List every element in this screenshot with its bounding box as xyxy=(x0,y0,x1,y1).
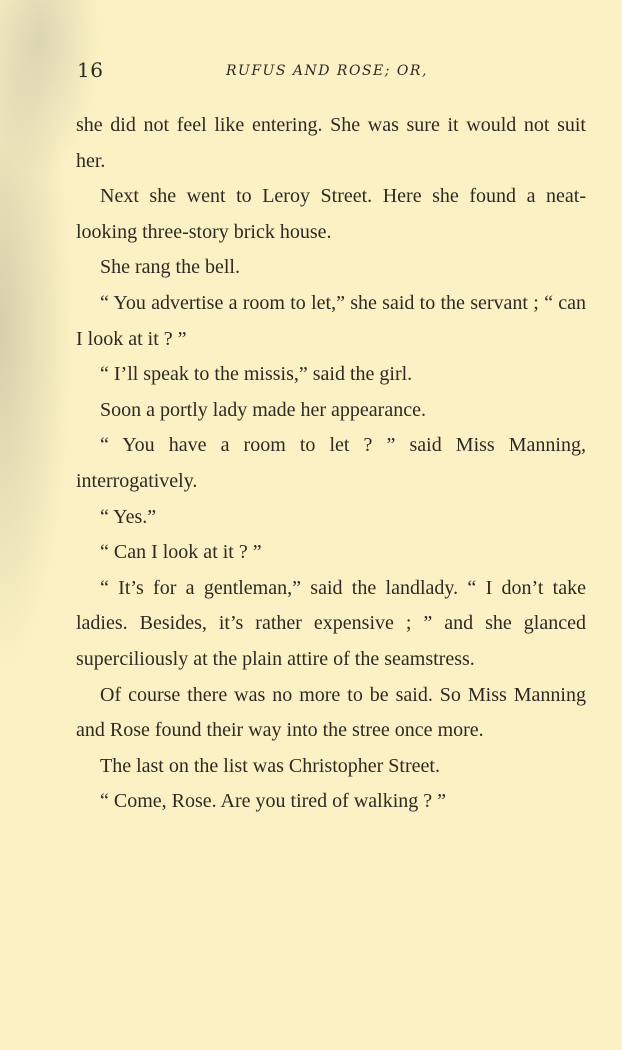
paragraph: “ Come, Rose. Are you tired of walking ? ” xyxy=(100,790,447,813)
paragraph: “ I’ll speak to the missis,” said the girl. xyxy=(100,363,413,386)
page-number: 16 xyxy=(77,58,104,82)
paragraph: “ Can I look at it ? ” xyxy=(100,541,262,564)
paragraph: “ You have a room to let ? ” said Miss Manning, interrogatively. xyxy=(76,434,586,492)
paragraph: Of course there was no more to be said. So Miss Manning and Rose found their way into the stree once more. xyxy=(76,683,586,742)
paragraph: Soon a portly lady made her appearance. xyxy=(100,398,426,421)
body-text xyxy=(76,108,586,820)
paragraph: She rang the bell. xyxy=(100,256,240,279)
paragraph: “ You advertise a room to let,” she said to the servant ; “ can I look at it ? ” xyxy=(76,291,586,350)
paragraph: Next she went to Leroy Street. Here she found a neat-looking three-story brick house. xyxy=(76,185,586,243)
running-title: RUFUS AND ROSE; OR, xyxy=(226,63,428,79)
paragraph: she did not feel like entering. She was sure it would not suit her. xyxy=(76,114,586,172)
paragraph: “ It’s for a gentleman,” said the landlady. “ I don’t take ladies. Besides, it’s rather expensive ; ” and she glanced superciliously at the plain attire of the seamstress. xyxy=(76,576,586,670)
paragraph: The last on the list was Christopher Street. xyxy=(100,754,440,777)
running-head xyxy=(0,58,622,88)
paragraph: “ Yes.” xyxy=(100,505,157,528)
